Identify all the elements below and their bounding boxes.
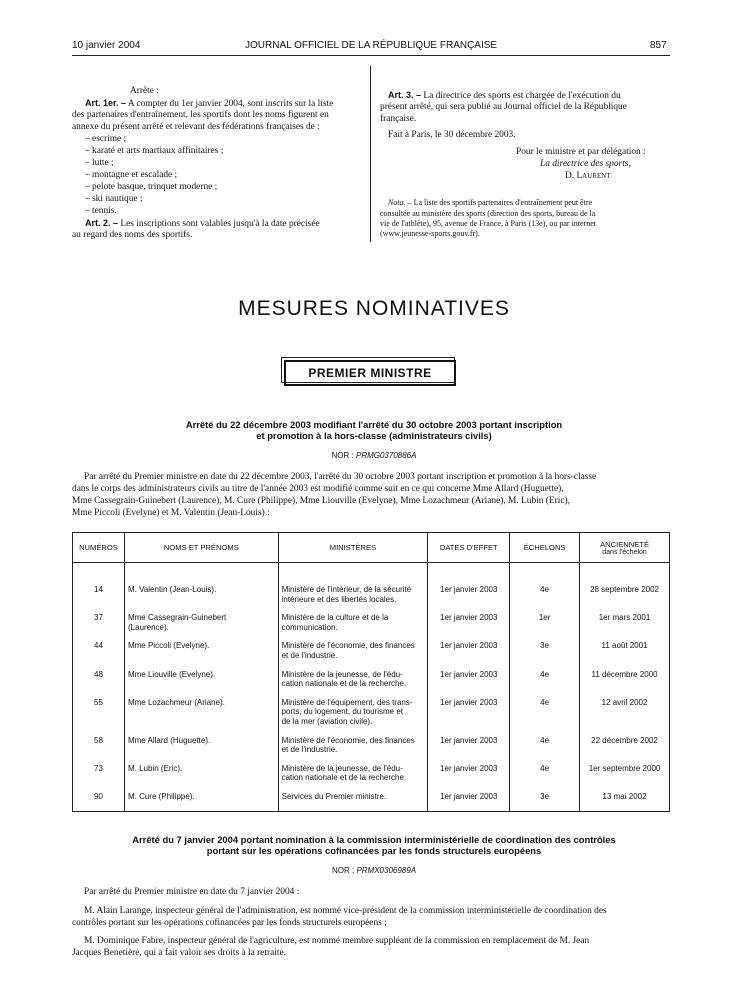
cell-anciennete [580, 670, 670, 698]
cell-ministere [278, 613, 428, 641]
signature-name: D. Laurent [565, 171, 611, 181]
decree-2-intro: Par arrêté du Premier ministre en date du 7 janvier 2004 : [84, 887, 300, 897]
nota-text: La liste des sportifs partenaires d'entraînement peut être [413, 198, 593, 207]
cell-ministere [278, 698, 428, 736]
cell-ministere [278, 585, 428, 613]
article-1-line-3: annexe du présent arrêté et relevant des fédérations françaises de : [72, 122, 320, 132]
table-row [73, 736, 670, 764]
nor-label: NOR : [331, 866, 355, 875]
header-anciennete-line-2: dans l'échelon [602, 548, 647, 556]
cell-anciennete-text: 13 mai 2002 [602, 791, 647, 801]
federation-list-item: – tennis. [85, 206, 117, 216]
cell-ministere-line: et de l'industrie. [281, 650, 338, 660]
table-header-row [73, 533, 670, 563]
cell-nom [124, 764, 278, 792]
table-row [73, 698, 670, 736]
header-date: 10 janvier 2004 [72, 40, 141, 51]
cell-numero [73, 613, 125, 641]
cell-ministere-line: cation nationale et de la recherche. [281, 679, 407, 689]
decree-2-title-line-1: Arrêté du 7 janvier 2004 portant nomination à la commission interministérielle de coordination des contrôles [132, 834, 616, 845]
cell-numero-text: 73 [94, 763, 103, 773]
cell-ministere-line: Ministère de la jeunesse, de l'édu- [281, 763, 403, 773]
decree-1-body-line: dans le corps des administrateurs civils au titre de l'année 2003 est modifié comme suit en ce qui concerne Mme Allard (Huguette), [72, 484, 564, 494]
article-2-text: Les inscriptions sont valables jusqu'à la date précisée [120, 219, 320, 229]
cell-date-effet [428, 764, 510, 792]
cell-nom-line: Mme Cassegrain-Guinebert [127, 613, 227, 623]
article-2-line-2: au regard des noms des sportifs. [72, 230, 193, 240]
cell-anciennete [580, 698, 670, 736]
header-anciennete-line-1: ANCIENNETÉ [600, 539, 650, 549]
cell-date-effet-text: 1er janvier 2003 [440, 735, 498, 745]
cell-nom-line: Mme Piccoli (Evelyne). [127, 641, 210, 651]
header-rule [72, 55, 670, 56]
nor-code: PRMX0306989A [356, 866, 417, 875]
cell-numero-text: 48 [94, 669, 103, 679]
cell-anciennete-text: 28 septembre 2002 [590, 585, 659, 594]
article-2-label: Art. 2. – [85, 218, 119, 228]
nota-line-4: (www.jeunesse-sports.gouv.fr). [380, 229, 480, 238]
federation-list-item: – pelote basque, trinquet moderne ; [85, 182, 218, 192]
nor-label: NOR : [331, 451, 354, 460]
cell-nom [124, 736, 278, 764]
table-row [73, 670, 670, 698]
federation-list-item: – ski nautique ; [85, 194, 143, 204]
header-journal-title: JOURNAL OFFICIEL DE LA RÉPUBLIQUE FRANÇAISE [245, 40, 498, 51]
cell-ministere-line: Services du Premier ministre. [281, 791, 387, 801]
cell-date-effet-text: 1er janvier 2003 [440, 613, 498, 623]
header-dates: DATES D'EFFET [428, 533, 510, 563]
signature-line-2: La directrice des sports, [540, 159, 631, 169]
cell-echelon [510, 641, 580, 669]
nota-line-3: vie de l'athlète), 95, avenue de France, à Paris (13e), ou par internet [380, 219, 597, 228]
article-3-label: Art. 3. – [388, 90, 422, 100]
cell-anciennete-text: 1er septembre 2000 [588, 763, 661, 773]
cell-ministere [278, 764, 428, 792]
federation-list-item: – escrime ; [85, 134, 127, 144]
cell-nom-line: Mme Lozachmeur (Ariane). [127, 697, 225, 707]
table-spacer-row [73, 563, 670, 586]
promotion-table [72, 532, 670, 812]
nota-label: Nota. – [388, 198, 412, 207]
cell-numero [73, 698, 125, 736]
cell-echelon-text: 1er [538, 613, 551, 623]
cell-date-effet [428, 670, 510, 698]
header-echelons: ÉCHELONS [510, 533, 580, 563]
cell-anciennete [580, 736, 670, 764]
nota-line-2: consultée au ministère des sports (direction des sports, bureau de la [380, 209, 596, 218]
cell-nom-line: M. Valentin (Jean-Louis). [127, 585, 217, 594]
federation-list-item: – montagne et escalade ; [85, 170, 178, 180]
cell-date-effet-text: 1er janvier 2003 [440, 763, 498, 773]
article-3-line-2: présent arrêté, qui sera publié au Journal officiel de la République [380, 102, 627, 112]
cell-nom [124, 641, 278, 669]
cell-ministere-line: Ministère de l'équipement, des trans- [281, 697, 413, 707]
article-3-text: La directrice des sports est chargée de l'exécution du [423, 91, 621, 101]
cell-numero-text: 58 [94, 735, 103, 745]
cell-ministere-line: ports, du logement, du tourisme et [281, 707, 404, 717]
decree-1-title-line-1: Arrêté du 22 décembre 2003 modifiant l'arrêté du 30 octobre 2003 portant inscription [185, 419, 563, 430]
cell-ministere-line: et de l'industrie. [281, 745, 338, 755]
cell-echelon-text: 4e [540, 585, 550, 594]
decree-1-body-line: Mme Piccoli (Evelyne) et M. Valentin (Jean-Louis) : [72, 508, 270, 518]
cell-ministere [278, 641, 428, 669]
cell-anciennete-text: 12 avril 2002 [601, 697, 648, 707]
federation-list-item: – karaté et arts martiaux affinitaires ; [85, 146, 224, 156]
cell-echelon-text: 4e [540, 697, 550, 707]
cell-numero [73, 641, 125, 669]
cell-numero [73, 670, 125, 698]
article-3-line-3: française. [380, 114, 417, 124]
article-1-text: A compter du 1er janvier 2004, sont inscrits sur la liste [127, 99, 334, 109]
cell-anciennete-text: 11 août 2001 [601, 641, 648, 651]
cell-date-effet-text: 1er janvier 2003 [440, 669, 498, 679]
cell-echelon-text: 4e [540, 763, 550, 773]
decree-2-para-2-line: Jacques Benetière, qui a fait valoir ses droits à la retraite. [72, 948, 286, 958]
column-divider [370, 66, 371, 242]
cell-numero [73, 585, 125, 613]
cell-echelon [510, 585, 580, 613]
cell-nom [124, 613, 278, 641]
decree-2-para-1-line: M. Alain Larange, inspecteur général de l'administration, est nommé vice-président de la commission interministérielle de coordination des [84, 906, 607, 916]
article-1-line-2: des partenaires d'entraînement, les sportifs dont les noms figurent en [72, 110, 329, 120]
cell-numero [73, 736, 125, 764]
decree-1-body-line: Par arrêté du Premier ministre en date du 22 décembre 2003, l'arrêté du 30 octobre 2003 portant inscription et promotion à la hors-classe [84, 472, 597, 482]
article-1-label: Art. 1er. – [85, 98, 127, 108]
cell-date-effet-text: 1er janvier 2003 [440, 697, 498, 707]
cell-anciennete [580, 613, 670, 641]
section-title: MESURES NOMINATIVES [238, 297, 510, 320]
cell-numero-text: 44 [94, 641, 103, 651]
nota-line-1 [388, 198, 592, 208]
cell-anciennete [580, 764, 670, 792]
cell-date-effet [428, 641, 510, 669]
decree-1-title [0, 419, 748, 441]
header-anciennete [580, 533, 670, 563]
cell-echelon [510, 764, 580, 792]
cell-ministere-line: intérieure et des libertés locales. [281, 594, 397, 604]
cell-anciennete [580, 641, 670, 669]
cell-numero [73, 764, 125, 792]
article-2-line-1 [85, 218, 320, 231]
cell-date-effet [428, 698, 510, 736]
cell-numero-text: 55 [94, 697, 103, 707]
decree-1-body-line: Mme Cassegrain-Guinebert (Laurence), M. Cure (Philippe), Mme Liouville (Evelyne), Mme Lozachmeur (Ariane), M. Lubin (Eric), [72, 496, 571, 506]
cell-numero [73, 792, 125, 811]
cell-echelon [510, 670, 580, 698]
cell-ministere-line: de la mer (aviation civile). [281, 716, 373, 726]
table-row [73, 641, 670, 669]
cell-ministere-line: Ministère de la culture et de la [281, 613, 389, 623]
cell-echelon-text: 4e [540, 735, 550, 745]
decree-2-title-line-2: portant sur les opérations cofinancées par les fonds structurels européens [206, 845, 542, 856]
cell-nom-line: Mme Allard (Huguette). [127, 735, 211, 745]
decree-2-para-2-line: M. Dominique Fabre, inspecteur général de l'agriculture, est nommé membre suppléant de la commission en remplacement de M. Jean [84, 936, 590, 946]
cell-ministere-line: communication. [281, 622, 338, 632]
cell-echelon-text: 4e [540, 669, 550, 679]
header-page-number: 857 [650, 40, 667, 51]
cell-ministere-line: Ministère de la jeunesse, de l'édu- [281, 669, 403, 679]
arrete-label: Arrête : [130, 86, 159, 96]
decree-2-title [0, 834, 748, 856]
cell-ministere [278, 736, 428, 764]
cell-anciennete-text: 11 décembre 2000 [591, 669, 658, 679]
cell-nom-line: Mme Liouville (Evelyne). [127, 669, 216, 679]
table-body [73, 563, 670, 812]
cell-echelon-text: 3e [540, 791, 550, 801]
table-row [73, 585, 670, 613]
cell-date-effet [428, 736, 510, 764]
cell-ministere [278, 792, 428, 811]
header-ministeres: MINISTÈRES [278, 533, 428, 563]
cell-ministere [278, 670, 428, 698]
decree-2-para-1-line: contrôles portant sur les opérations cofinancées par les fonds structurels européens ; [72, 918, 387, 928]
cell-anciennete [580, 585, 670, 613]
cell-echelon [510, 736, 580, 764]
article-3-line-1 [388, 90, 621, 103]
cell-date-effet-text: 1er janvier 2003 [440, 791, 498, 801]
table-row [73, 792, 670, 811]
fait-a-paris: Fait à Paris, le 30 décembre 2003. [388, 130, 516, 140]
cell-echelon-text: 3e [540, 641, 550, 651]
table-row [73, 613, 670, 641]
cell-date-effet [428, 613, 510, 641]
cell-numero-text: 90 [94, 791, 103, 801]
cell-ministere-line: cation nationale et de la recherche. [281, 773, 407, 783]
federation-list-item: – lutte ; [85, 158, 114, 168]
cell-nom [124, 670, 278, 698]
article-1-line-1 [85, 98, 333, 111]
cell-anciennete [580, 792, 670, 811]
ministry-box: PREMIER MINISTRE [284, 360, 456, 386]
cell-numero-text: 14 [94, 585, 103, 594]
header-noms: NOMS ET PRÉNOMS [124, 533, 278, 563]
cell-numero-text: 37 [94, 613, 103, 623]
signature-line-1: Pour le ministre et par délégation : [516, 147, 646, 157]
table-row [73, 764, 670, 792]
cell-nom [124, 698, 278, 736]
cell-nom [124, 792, 278, 811]
decree-2-nor [0, 866, 748, 875]
nor-code: PRMG0370886A [355, 451, 417, 460]
cell-date-effet-text: 1er janvier 2003 [440, 641, 498, 651]
cell-nom-line: M. Cure (Philippe). [127, 791, 195, 801]
cell-date-effet [428, 792, 510, 811]
cell-anciennete-text: 22 décembre 2002 [591, 735, 658, 745]
cell-nom [124, 585, 278, 613]
cell-date-effet-text: 1er janvier 2003 [440, 585, 498, 594]
cell-ministere-line: Ministère de l'économie, des finances [281, 641, 415, 651]
cell-date-effet [428, 585, 510, 613]
cell-ministere-line: Ministère de l'intérieur, de la sécurité [281, 585, 412, 594]
cell-ministere-line: Ministère de l'économie, des finances [281, 735, 415, 745]
cell-nom-line: M. Lubin (Eric). [127, 763, 183, 773]
cell-echelon [510, 613, 580, 641]
cell-anciennete-text: 1er mars 2001 [598, 613, 651, 623]
decree-1-title-line-2: et promotion à la hors-classe (administrateurs civils) [256, 430, 492, 441]
decree-1-nor [0, 451, 748, 460]
cell-nom-line: (Laurence). [127, 622, 169, 632]
cell-echelon [510, 792, 580, 811]
header-numeros: NUMÉROS [73, 533, 125, 563]
cell-echelon [510, 698, 580, 736]
